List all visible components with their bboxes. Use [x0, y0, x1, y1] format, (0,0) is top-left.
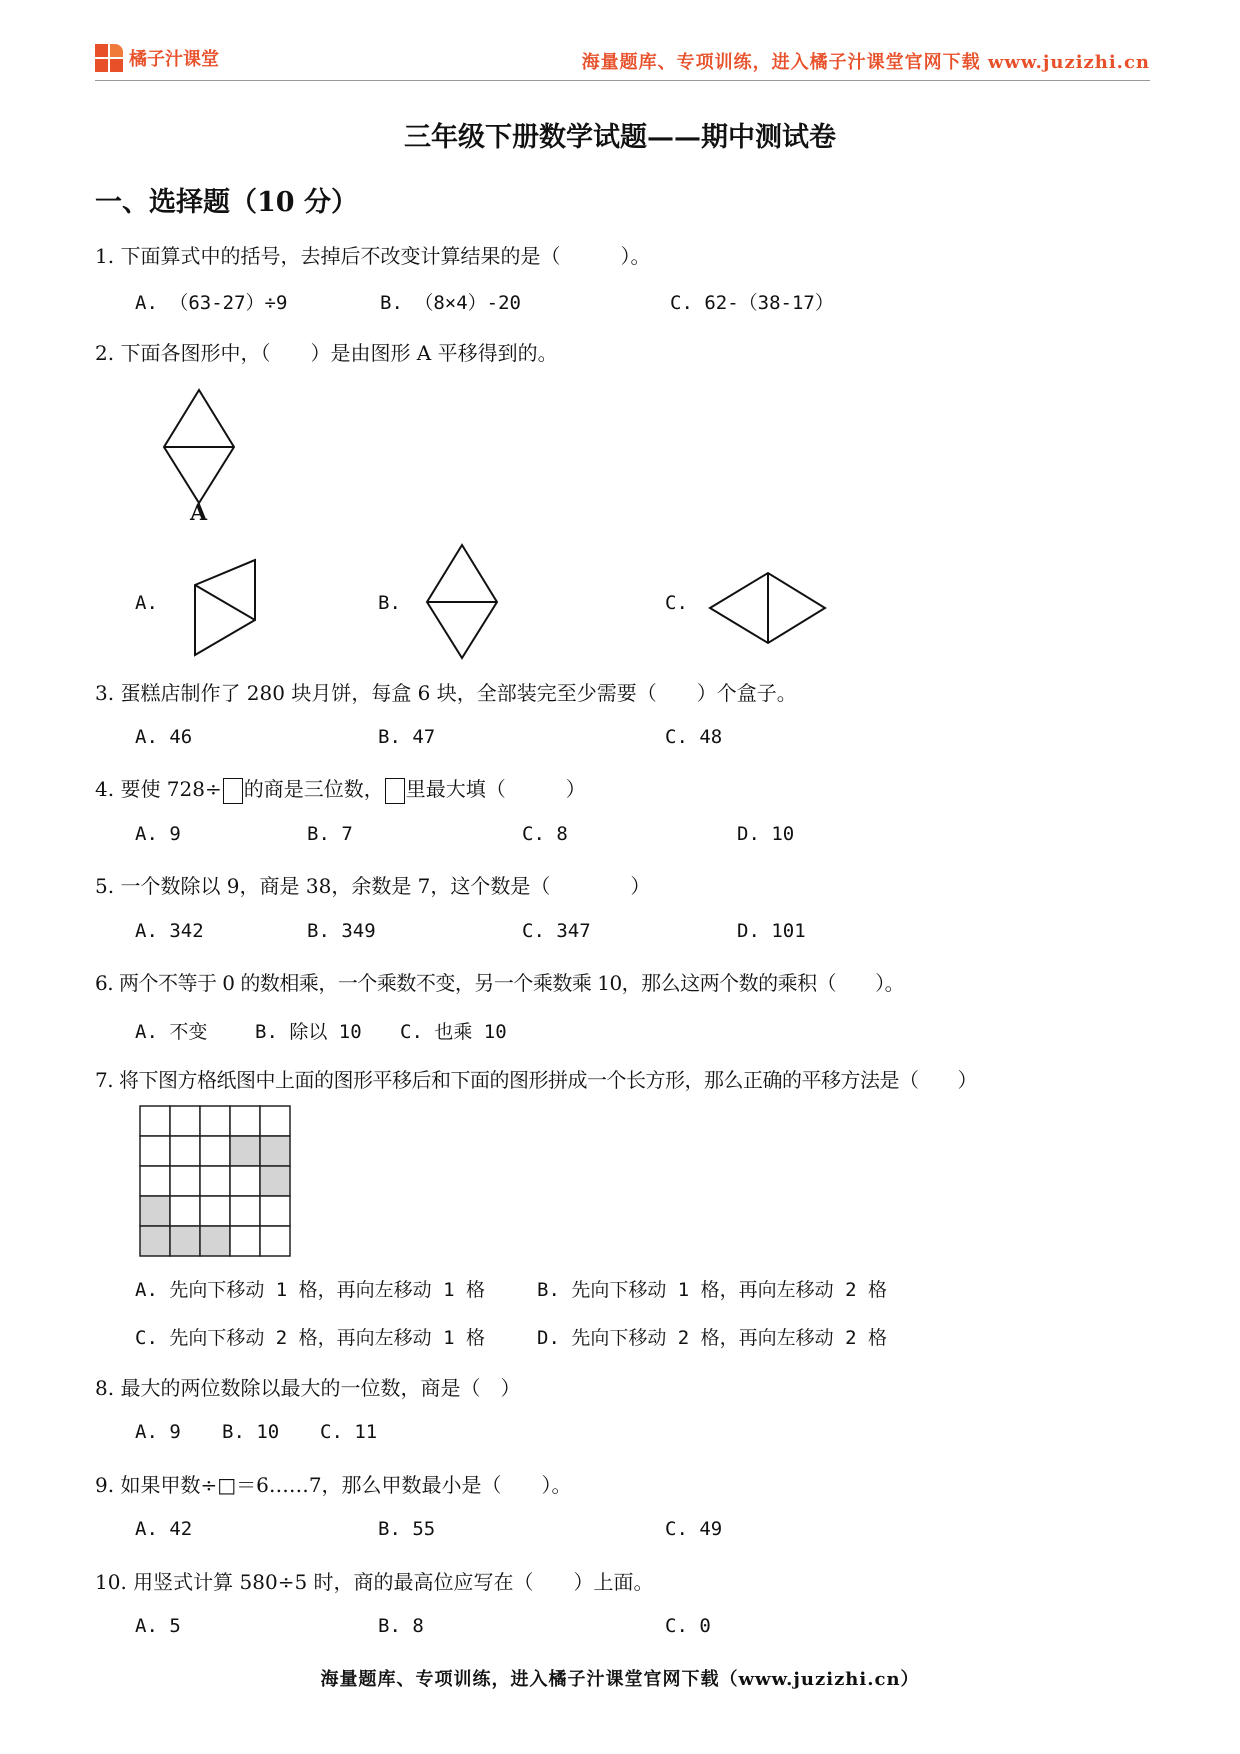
- q9-option-c: C. 49: [665, 1518, 723, 1540]
- q3-option-b: B. 47: [378, 726, 436, 748]
- figure-a-label: A: [190, 500, 208, 526]
- q4-stem-part-3: 里最大填（ ）: [405, 777, 586, 801]
- q5-option-c: C. 347: [522, 920, 591, 942]
- q9-option-b: B. 55: [378, 1518, 436, 1540]
- q5-option-b: B. 349: [307, 920, 376, 942]
- q4-option-c: C. 8: [522, 823, 568, 845]
- q9-option-a: A. 42: [135, 1518, 193, 1540]
- q7-option-d: D. 先向下移动 2 格，再向左移动 2 格: [537, 1327, 887, 1349]
- q10-option-b: B. 8: [378, 1615, 424, 1637]
- grid-cell: [200, 1196, 230, 1226]
- question-8: 8. 最大的两位数除以最大的一位数，商是（ ）: [95, 1376, 521, 1400]
- page-title: 三年级下册数学试题——期中测试卷: [404, 122, 836, 153]
- q6-option-a: A. 不变: [135, 1021, 208, 1043]
- grid-cell: [230, 1166, 260, 1196]
- q1-option-c: C. 62-（38-17）: [670, 292, 834, 314]
- q10-option-c: C. 0: [665, 1615, 711, 1637]
- q2-option-a-shape: [190, 555, 270, 665]
- q2-option-b: B.: [378, 592, 401, 614]
- q5-option-d: D. 101: [737, 920, 806, 942]
- question-5: 5. 一个数除以 9，商是 38，余数是 7，这个数是（ ）: [95, 874, 651, 898]
- grid-cell: [260, 1106, 290, 1136]
- section-heading: 一、选择题（10 分）: [95, 187, 358, 218]
- grid-cell: [170, 1136, 200, 1166]
- q1-option-b: B. （8×4）-20: [380, 292, 521, 314]
- question-6: 6. 两个不等于 0 的数相乘，一个乘数不变，另一个乘数乘 10，那么这两个数的乘积（ ）。: [95, 971, 905, 995]
- logo: [95, 44, 219, 72]
- q1-option-a: A. （63-27）÷9: [135, 292, 288, 314]
- grid-cell: [140, 1106, 170, 1136]
- grid-cell: [140, 1136, 170, 1166]
- grid-cell: [200, 1136, 230, 1166]
- grid-cell: [260, 1226, 290, 1256]
- blank-box: [385, 778, 405, 804]
- grid-cell: [170, 1226, 200, 1256]
- q5-option-a: A. 342: [135, 920, 204, 942]
- logo-text: 橘子汁课堂: [129, 49, 219, 70]
- question-2: 2. 下面各图形中，（ ）是由图形 A 平移得到的。: [95, 341, 558, 365]
- header-slogan: 海量题库、专项训练，进入橘子汁课堂官网下载 www.juzizhi.cn: [581, 52, 1150, 73]
- grid-cell: [260, 1196, 290, 1226]
- grid-cell: [140, 1196, 170, 1226]
- grid-cell: [170, 1166, 200, 1196]
- grid-cell: [260, 1166, 290, 1196]
- q7-option-a: A. 先向下移动 1 格，再向左移动 1 格: [135, 1279, 485, 1301]
- question-3: 3. 蛋糕店制作了 280 块月饼，每盒 6 块，全部装完至少需要（ ）个盒子。: [95, 681, 797, 705]
- q4-stem-part-1: 4. 要使 728÷: [95, 777, 222, 801]
- blank-box: [223, 778, 243, 804]
- q3-option-a: A. 46: [135, 726, 193, 748]
- question-7: 7. 将下图方格纸图中上面的图形平移后和下面的图形拼成一个长方形，那么正确的平移方法是（ ）: [95, 1068, 977, 1092]
- q4-option-b: B. 7: [307, 823, 353, 845]
- grid-cell: [200, 1226, 230, 1256]
- grid-cell: [140, 1226, 170, 1256]
- page-header: [95, 40, 1150, 81]
- q8-option-c: C. 11: [320, 1421, 378, 1443]
- q4-stem-part-2: 的商是三位数，: [243, 777, 384, 801]
- grid-cell: [170, 1106, 200, 1136]
- q7-option-c: C. 先向下移动 2 格，再向左移动 1 格: [135, 1327, 485, 1349]
- grid-cell: [230, 1226, 260, 1256]
- question-9: 9. 如果甲数÷□＝6……7，那么甲数最小是（ ）。: [95, 1473, 572, 1497]
- q2-option-b-shape: [420, 540, 510, 665]
- grid-cell: [200, 1166, 230, 1196]
- q8-option-b: B. 10: [222, 1421, 280, 1443]
- q2-option-c-shape: [705, 570, 835, 650]
- q2-option-a: A.: [135, 592, 158, 614]
- grid-cell: [260, 1136, 290, 1166]
- page-footer: 海量题库、专项训练，进入橘子汁课堂官网下载（www.juzizhi.cn）: [320, 1669, 920, 1690]
- grid-cell: [170, 1196, 200, 1226]
- q6-option-c: C. 也乘 10: [400, 1021, 507, 1043]
- q2-option-c: C.: [665, 592, 688, 614]
- q6-option-b: B. 除以 10: [255, 1021, 362, 1043]
- grid-cell: [230, 1136, 260, 1166]
- q10-option-a: A. 5: [135, 1615, 181, 1637]
- question-1: 1. 下面算式中的括号，去掉后不改变计算结果的是（ ）。: [95, 244, 651, 268]
- q8-option-a: A. 9: [135, 1421, 181, 1443]
- grid-cell: [230, 1106, 260, 1136]
- q4-option-a: A. 9: [135, 823, 181, 845]
- logo-icon: [95, 44, 123, 72]
- q3-option-c: C. 48: [665, 726, 723, 748]
- q7-option-b: B. 先向下移动 1 格，再向左移动 2 格: [537, 1279, 887, 1301]
- question-10: 10. 用竖式计算 580÷5 时，商的最高位应写在（ ）上面。: [95, 1570, 654, 1594]
- grid-cell: [200, 1106, 230, 1136]
- grid-cell: [230, 1196, 260, 1226]
- grid-figure: [140, 1106, 292, 1258]
- q4-option-d: D. 10: [737, 823, 795, 845]
- grid-cell: [140, 1166, 170, 1196]
- question-4: [95, 773, 586, 804]
